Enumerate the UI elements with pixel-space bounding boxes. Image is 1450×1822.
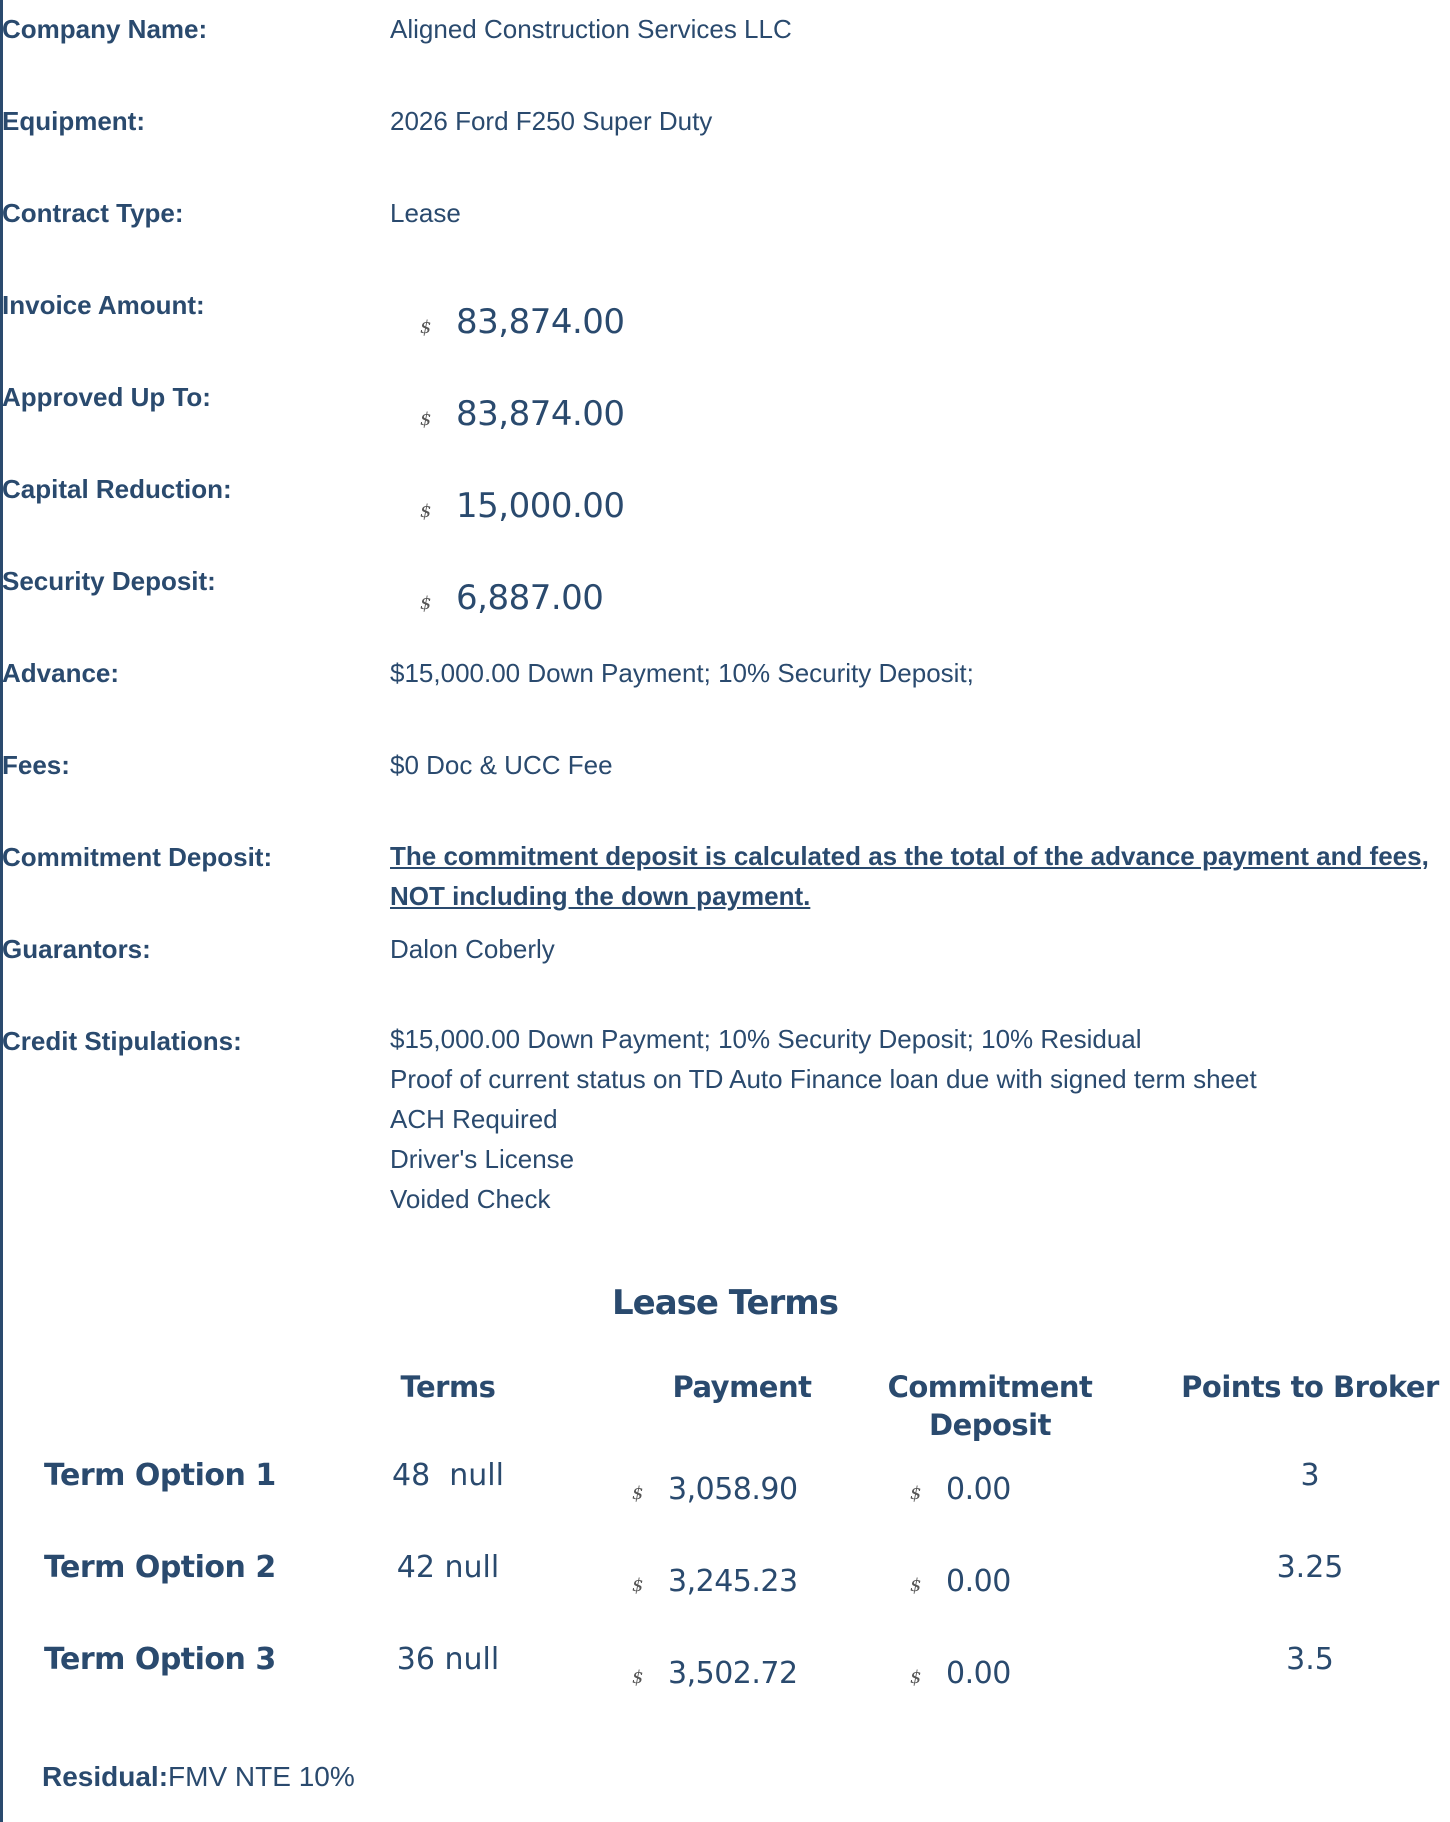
field-value: 2026 Ford F250 Super Duty: [390, 106, 713, 136]
field-label: Security Deposit:: [2, 566, 216, 596]
field-label: Guarantors:: [2, 934, 151, 964]
field-value: Dalon Coberly: [390, 934, 555, 964]
field-label: Approved Up To:: [2, 382, 211, 412]
dollar-icon: $: [420, 317, 432, 338]
dollar-icon: $: [910, 1483, 922, 1504]
amount: 83,874.00: [456, 394, 625, 434]
stipulation-item: Proof of current status on TD Auto Finance loan due with signed term sheet: [390, 1064, 1257, 1094]
points-to-broker: 3: [1300, 1458, 1320, 1493]
commitment-deposit-note: The commitment deposit is calculated as the total of the advance payment and fees, NOT including the down payment.: [390, 841, 1429, 911]
amount: 15,000.00: [456, 486, 625, 526]
dollar-icon: $: [420, 593, 432, 614]
currency-value: [420, 302, 625, 342]
field-label: Invoice Amount:: [2, 290, 205, 320]
residual-value: FMV NTE 10%: [168, 1761, 355, 1792]
field-label: Contract Type:: [2, 198, 184, 228]
commitment-value: [910, 1564, 1011, 1599]
field-value: Aligned Construction Services LLC: [390, 14, 792, 44]
stipulation-item: Driver's License: [390, 1144, 575, 1174]
commitment-amount: 0.00: [946, 1472, 1011, 1507]
dollar-icon: $: [910, 1575, 922, 1596]
stipulation-list: [390, 1019, 1257, 1219]
term-option-label: Term Option 3: [44, 1642, 276, 1677]
stipulation-item: Voided Check: [390, 1184, 551, 1214]
lease-terms-title: Lease Terms: [612, 1283, 838, 1323]
field-value: $0 Doc & UCC Fee: [390, 750, 613, 780]
field-label: Equipment:: [2, 106, 145, 136]
field-value: Lease: [390, 198, 461, 228]
header-points-to-broker: Points to Broker: [1181, 1370, 1439, 1404]
term-months: 36 null: [396, 1642, 500, 1677]
payment-value: [632, 1564, 798, 1599]
dollar-icon: $: [910, 1667, 922, 1688]
amount: 6,887.00: [456, 578, 604, 618]
header-commitment-deposit: Commitment Deposit: [887, 1370, 1093, 1442]
points-to-broker: 3.5: [1286, 1642, 1334, 1677]
header-terms: Terms: [400, 1370, 496, 1404]
term-option-label: Term Option 2: [44, 1550, 276, 1585]
field-label: Fees:: [2, 750, 70, 780]
field-label: Commitment Deposit:: [2, 842, 273, 872]
amount: 83,874.00: [456, 302, 625, 342]
commitment-value: [910, 1656, 1011, 1691]
dollar-icon: $: [632, 1667, 644, 1688]
payment-amount: 3,058.90: [668, 1472, 798, 1507]
payment-amount: 3,245.23: [668, 1564, 798, 1599]
field-label: Advance:: [2, 658, 120, 688]
currency-value: [420, 486, 625, 526]
currency-value: [420, 578, 603, 618]
stipulation-item: ACH Required: [390, 1104, 558, 1134]
dollar-icon: $: [420, 501, 432, 522]
payment-value: [632, 1472, 798, 1507]
residual-label: Residual:: [42, 1761, 169, 1792]
term-option-label: Term Option 1: [44, 1458, 276, 1493]
stipulation-item: $15,000.00 Down Payment; 10% Security Deposit; 10% Residual: [390, 1024, 1142, 1054]
payment-amount: 3,502.72: [668, 1656, 798, 1691]
commitment-amount: 0.00: [946, 1564, 1011, 1599]
term-months: 48 null: [392, 1458, 504, 1493]
currency-value: [420, 394, 625, 434]
dollar-icon: $: [420, 409, 432, 430]
field-label: Credit Stipulations:: [2, 1026, 242, 1056]
field-value: $15,000.00 Down Payment; 10% Security Deposit;: [390, 658, 974, 688]
field-label: Capital Reduction:: [2, 474, 232, 504]
term-months: 42 null: [396, 1550, 500, 1585]
field-label: Company Name:: [2, 14, 208, 44]
residual: [42, 1761, 355, 1793]
payment-value: [632, 1656, 798, 1691]
dollar-icon: $: [632, 1575, 644, 1596]
header-payment: Payment: [672, 1370, 812, 1404]
commitment-amount: 0.00: [946, 1656, 1011, 1691]
commitment-value: [910, 1472, 1011, 1507]
dollar-icon: $: [632, 1483, 644, 1504]
points-to-broker: 3.25: [1276, 1550, 1344, 1585]
